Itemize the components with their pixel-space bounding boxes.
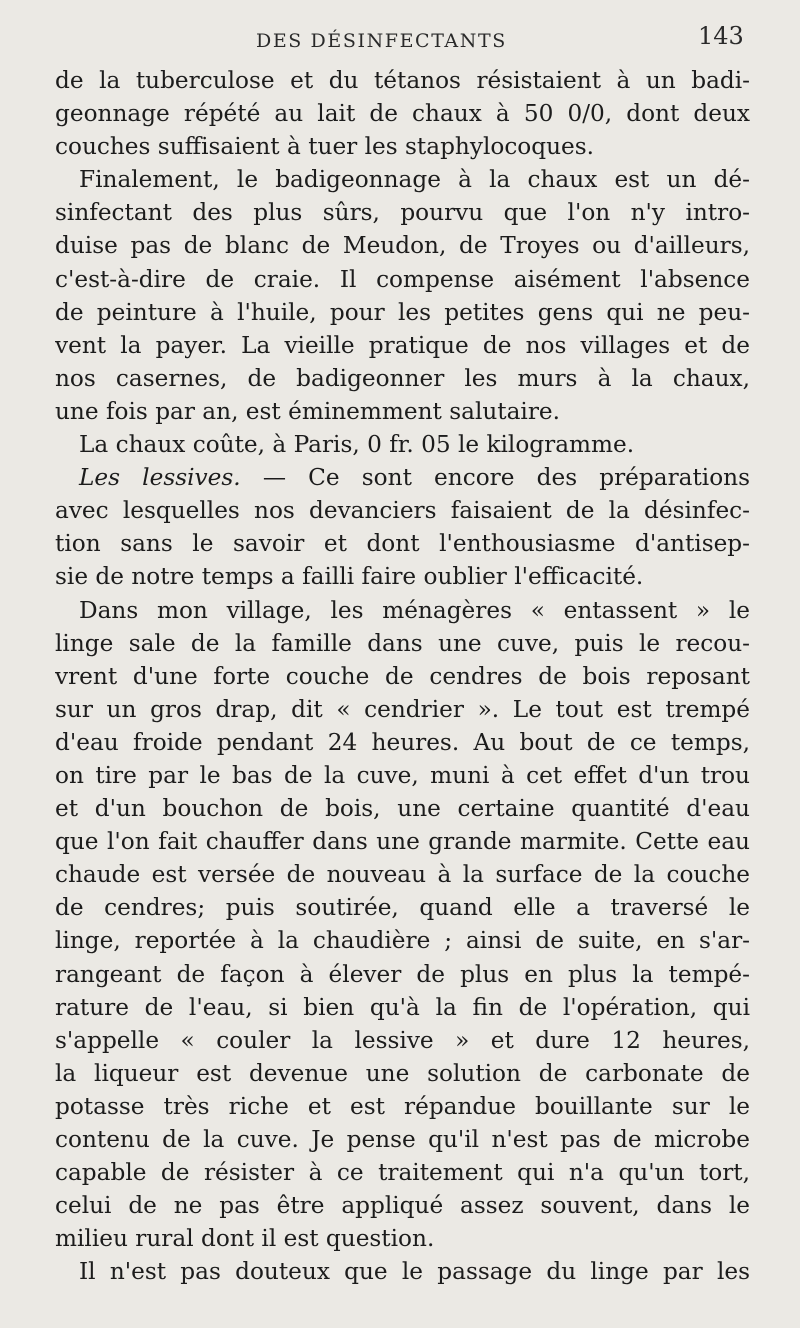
text-line: nos casernes, de badigeonner les murs à la chaux, bbox=[55, 364, 750, 392]
text-line: la liqueur est devenue une solution de carbonate de bbox=[55, 1059, 750, 1087]
text-line: c'est-à-dire de craie. Il compense aisément l'absence bbox=[55, 265, 750, 293]
text-line: vent la payer. La vieille pratique de nos villages et de bbox=[55, 331, 750, 359]
running-header bbox=[0, 16, 800, 56]
body-text bbox=[55, 64, 750, 1288]
text-line: de peinture à l'huile, pour les petites gens qui ne peu- bbox=[55, 298, 750, 326]
text-line: La chaux coûte, à Paris, 0 fr. 05 le kilogramme. bbox=[79, 431, 635, 459]
text-line: on tire par le bas de la cuve, muni à cet effet d'un trou bbox=[55, 761, 750, 789]
text-line: sinfectant des plus sûrs, pourvu que l'on n'y intro- bbox=[55, 199, 750, 227]
text-line: linge, reportée à la chaudière ; ainsi de suite, en s'ar- bbox=[55, 927, 750, 955]
text-line: milieu rural dont il est question. bbox=[55, 1225, 435, 1253]
text-line: vrent d'une forte couche de cendres de bois reposant bbox=[55, 662, 750, 690]
text-line: que l'on fait chauffer dans une grande marmite. Cette eau bbox=[55, 828, 750, 856]
text-line: contenu de la cuve. Je pense qu'il n'est pas de microbe bbox=[55, 1126, 750, 1153]
text-line: tion sans le savoir et dont l'enthousiasme d'antisep- bbox=[55, 530, 750, 558]
text-line: rature de l'eau, si bien qu'à la fin de l'opération, qui bbox=[55, 993, 750, 1021]
running-title: DES DÉSINFECTANTS bbox=[256, 30, 507, 52]
text-line: Dans mon village, les ménagères « entassent » le bbox=[79, 596, 750, 624]
text-line: et d'un bouchon de bois, une certaine quantité d'eau bbox=[55, 795, 750, 823]
text-line: rangeant de façon à élever de plus en plus la tempé- bbox=[55, 960, 750, 988]
text-line-fragment: — Ce sont encore des préparations bbox=[262, 464, 750, 492]
text-line: linge sale de la famille dans une cuve, puis le recou- bbox=[55, 629, 750, 657]
text-line: Finalement, le badigeonnage à la chaux est un dé- bbox=[79, 166, 750, 194]
text-line: sur un gros drap, dit « cendrier ». Le tout est trempé bbox=[55, 695, 750, 723]
text-line: potasse très riche et est répandue bouillante sur le bbox=[55, 1092, 750, 1120]
text-line: avec lesquelles nos devanciers faisaient de la désinfec- bbox=[55, 497, 750, 525]
text-line: une fois par an, est éminemment salutaire. bbox=[55, 397, 561, 425]
text-line: couches suffisaient à tuer les staphylocoques. bbox=[55, 133, 595, 161]
section-heading: Les lessives. bbox=[79, 464, 241, 492]
text-line: sie de notre temps a failli faire oublier l'efficacité. bbox=[55, 563, 644, 591]
text-line: chaude est versée de nouveau à la surface de la couche bbox=[55, 861, 750, 889]
text-line: de la tuberculose et du tétanos résistaient à un badi- bbox=[55, 67, 750, 94]
text-line: de cendres; puis soutirée, quand elle a traversé le bbox=[55, 894, 750, 922]
section-heading-line bbox=[55, 461, 750, 494]
text-line: duise pas de blanc de Meudon, de Troyes ou d'ailleurs, bbox=[55, 232, 750, 260]
text-line: s'appelle « couler la lessive » et dure 12 heures, bbox=[55, 1026, 750, 1054]
text-line: celui de ne pas être appliqué assez souvent, dans le bbox=[55, 1192, 750, 1220]
text-line: capable de résister à ce traitement qui n'a qu'un tort, bbox=[55, 1159, 750, 1187]
text-line: geonnage répété au lait de chaux à 50 0/0, dont deux bbox=[55, 100, 750, 128]
text-line: Il n'est pas douteux que le passage du linge par les bbox=[79, 1258, 750, 1286]
text-line: d'eau froide pendant 24 heures. Au bout de ce temps, bbox=[55, 728, 750, 756]
page-number: 143 bbox=[698, 22, 744, 50]
